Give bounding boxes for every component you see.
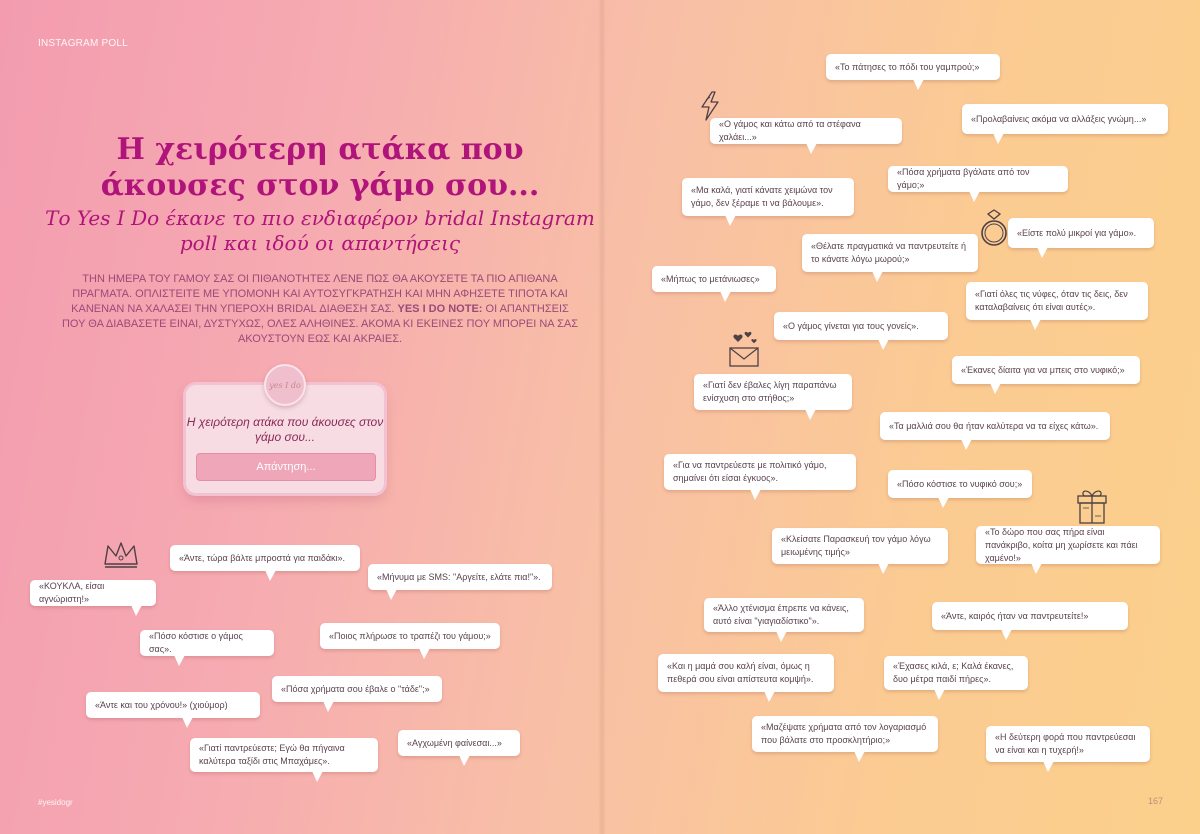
poll-question: Η χειρότερη ατάκα που άκουσες στον γάμο σου...	[186, 415, 384, 444]
speech-bubble: «Το δώρο που σας πήρα είναι πανάκριβο, κοίτα μη χωρίσετε και πάει χαμένο!»	[976, 526, 1160, 564]
page-number: 167	[1148, 796, 1164, 806]
speech-bubble: «Αγχωμένη φαίνεσαι...»	[398, 730, 520, 756]
speech-bubble: «Και η μαμά σου καλή είναι, όμως η πεθερά σου είναι απίστευτα κομψή».	[658, 654, 834, 692]
intro-part1: ΤΗΝ ΗΜΕΡΑ ΤΟΥ ΓΑΜΟΥ ΣΑΣ ΟΙ ΠΙΘΑΝΟΤΗΤΕΣ ΛΕΝΕ ΠΩΣ ΘΑ ΑΚΟΥΣΕΤΕ ΤΑ ΠΙΟ ΑΠΙΘΑΝΑ ΠΡΑΓΜΑΤΑ. ΟΠΛΙΣΤΕΙΤΕ ΜΕ ΥΠΟΜΟΝΗ ΚΑΙ ΑΥΤΟΣΥΓΚΡΑΤΗΣΗ ΚΑΙ ΜΗΝ ΑΦΗΣΕΤΕ ΤΙΠΟΤΑ ΚΑΙ ΚΑΝΕΝΑΝ ΝΑ ΧΑΛΑΣΕΙ ΤΗΝ ΥΠΕΡΟΧΗ BRIDAL ΔΙΑΘΕΣΗ ΣΑΣ.	[71, 273, 568, 315]
intro-part2: ΟΙ ΑΠΑΝΤΗΣΕΙΣ ΠΟΥ ΘΑ ΔΙΑΒΑΣΕΤΕ ΕΙΝΑΙ, ΔΥΣΤΥΧΩΣ, ΟΛΕΣ ΑΛΗΘΙΝΕΣ. ΑΚΟΜΑ ΚΙ ΕΚΕΙΝΕΣ ΠΟΥ ΜΠΟΡΕΙ ΝΑ ΣΑΣ ΑΚΟΥΣΤΟΥΝ ΕΩΣ ΚΑΙ ΑΚΡΑΙΕΣ.	[61, 303, 579, 345]
speech-bubble: «Μήνυμα με SMS: "Αργείτε, ελάτε πια!"».	[368, 564, 552, 590]
speech-bubble: «Πόσο κόστισε ο γάμος σας».	[140, 630, 274, 656]
speech-bubble: «Πόσα χρήματα σου έβαλε ο "τάδε";»	[272, 676, 442, 702]
crown-icon	[102, 540, 140, 574]
page-title: Η χειρότερη ατάκα που άκουσες στον γάμο σου...	[100, 132, 540, 203]
speech-bubble: «Γιατί δεν έβαλες λίγη παραπάνω ενίσχυση στο στήθος;»	[694, 374, 852, 410]
speech-bubble: «Γιατί παντρεύεστε; Εγώ θα πήγαινα καλύτερα ταξίδι στις Μπαχάμες».	[190, 738, 378, 772]
speech-bubble: «Θέλατε πραγματικά να παντρευτείτε ή το κάνατε λόγω μωρού;»	[802, 234, 978, 272]
page-gutter	[598, 0, 606, 834]
speech-bubble: «Το πάτησες το πόδι του γαμπρού;»	[826, 54, 1000, 80]
gift-icon	[1074, 486, 1110, 530]
speech-bubble: «Άντε, καιρός ήταν να παντρευτείτε!»	[932, 602, 1128, 630]
speech-bubble: «Τα μαλλιά σου θα ήταν καλύτερα να τα είχες κάτω».	[880, 412, 1110, 440]
speech-bubble: «ΚΟΥΚΛΑ, είσαι αγνώριστη!»	[30, 580, 156, 606]
speech-bubble: «Είστε πολύ μικροί για γάμο».	[1008, 218, 1154, 248]
speech-bubble: «Πόσο κόστισε το νυφικό σου;»	[888, 470, 1032, 498]
speech-bubble: «Άλλο χτένισμα έπρεπε να κάνεις, αυτό είναι "γιαγιαδίστικο"».	[704, 598, 864, 632]
speech-bubble: «Έχασες κιλά, ε; Καλά έκανες, δυο μέτρα παιδί πήρες».	[884, 656, 1028, 690]
intro-text	[60, 272, 580, 347]
speech-bubble: «Μαζέψατε χρήματα από τον λογαριασμό που βάλατε στο προσκλητήριο;»	[752, 716, 938, 752]
speech-bubble: «Μα καλά, γιατί κάνατε χειμώνα τον γάμο, δεν ξέραμε τι να βάλουμε».	[682, 178, 854, 216]
footer-hashtag: #yesidogr	[38, 798, 73, 807]
poll-answer-field[interactable]: Απάντηση...	[196, 453, 376, 481]
speech-bubble: «Μήπως το μετάνιωσες»	[652, 266, 776, 292]
ring-icon	[978, 208, 1010, 252]
section-tag: INSTAGRAM POLL	[38, 38, 128, 49]
envelope-hearts-icon	[724, 330, 764, 374]
speech-bubble: «Προλαβαίνεις ακόμα να αλλάξεις γνώμη...»	[962, 104, 1168, 134]
speech-bubble: «Κλείσατε Παρασκευή τον γάμο λόγω μειωμένης τιμής»	[772, 528, 948, 564]
speech-bubble: «Άντε και του χρόνου!» (χιούμορ)	[86, 692, 260, 718]
poll-badge-logo: yes I do	[264, 364, 306, 406]
speech-bubble: «Η δεύτερη φορά που παντρεύεσαι να είναι και η τυχερή!»	[986, 726, 1150, 762]
speech-bubble: «Άντε, τώρα βάλτε μπροστά για παιδάκι».	[170, 545, 360, 571]
speech-bubble: «Γιατί όλες τις νύφες, όταν τις δεις, δεν καταλαβαίνεις ότι είναι αυτές».	[966, 282, 1148, 320]
speech-bubble: «Ο γάμος γίνεται για τους γονείς».	[774, 312, 948, 340]
speech-bubble: «Ποιος πλήρωσε το τραπέζι του γάμου;»	[320, 623, 500, 649]
speech-bubble: «Έκανες δίαιτα για να μπεις στο νυφικό;»	[952, 356, 1140, 384]
speech-bubble: «Για να παντρεύεστε με πολιτικό γάμο, σημαίνει ότι είσαι έγκυος».	[664, 454, 856, 490]
intro-note-label: YES I DO NOTE:	[397, 303, 483, 315]
speech-bubble: «Ο γάμος και κάτω από τα στέφανα χαλάει...»	[710, 118, 902, 144]
page-subtitle: Το Yes I Do έκανε το πιο ενδιαφέρον bridal Instagram poll και ιδού οι απαντήσεις	[45, 206, 595, 255]
speech-bubble: «Πόσα χρήματα βγάλατε από τον γάμο;»	[888, 166, 1068, 192]
